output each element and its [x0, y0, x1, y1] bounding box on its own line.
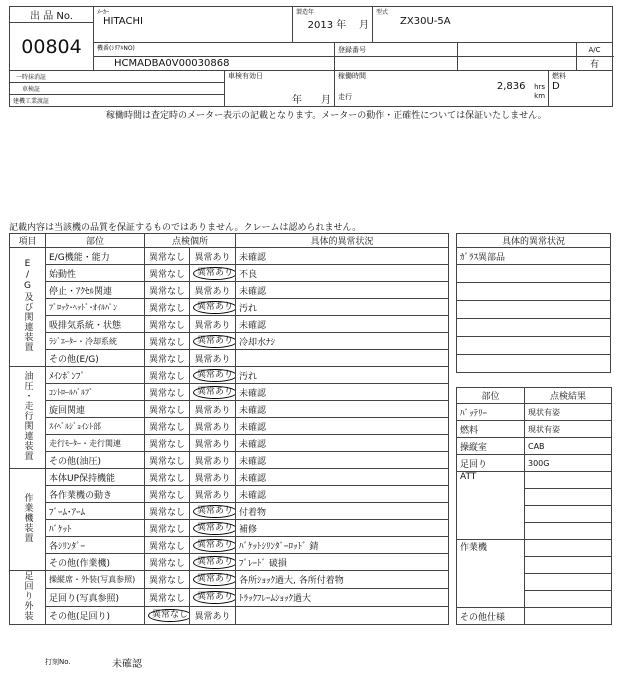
check-normal-label: 異常なし [148, 388, 185, 399]
row-part: 始動性 [46, 265, 145, 282]
expiry-year: 年 [291, 95, 302, 106]
row-part: ﾌﾞｰﾑ･ｱｰﾑ [46, 503, 145, 520]
expiry-label: 車検有効日 [228, 72, 263, 80]
result-part: ﾊﾞｯﾃﾘｰ [457, 404, 525, 421]
check-abnormal-label: 異常あり [193, 301, 236, 314]
table-row [457, 248, 611, 265]
check-normal-label: 異常なし [148, 456, 185, 467]
serial-label: 機番(ｼﾘｱﾙNO) [97, 45, 135, 52]
check-abnormal-label: 異常あり [193, 522, 236, 535]
serial-label-cell [94, 43, 335, 57]
check-abnormal [190, 469, 236, 486]
model-cell [373, 7, 613, 43]
other-label: その他仕様 [457, 608, 525, 625]
result-value: 現状有姿 [525, 404, 612, 421]
att-value-1 [525, 472, 612, 489]
right-detail-cell: ｶﾞﾗｽ異部品 [457, 248, 611, 265]
check-normal-label: 異常なし [148, 354, 185, 365]
check-abnormal-label: 異常あり [194, 473, 231, 484]
row-part: ﾊﾞｹｯﾄ [46, 520, 145, 537]
table-row [10, 435, 449, 452]
header-detail: 具体的異常状況 [236, 234, 449, 248]
table-row [10, 367, 449, 384]
check-normal-label: 異常なし [148, 541, 185, 552]
table-row [10, 401, 449, 418]
expiry-month: 月 [321, 95, 332, 106]
check-abnormal-label: 異常あり [193, 539, 236, 552]
km-unit: km [534, 92, 546, 100]
work-value-1 [525, 540, 612, 557]
check-normal [145, 503, 190, 520]
fuel-label: 燃料 [552, 72, 567, 80]
ac-value: 有 [577, 57, 613, 71]
check-normal-label: 異常なし [148, 286, 185, 297]
check-abnormal [190, 435, 236, 452]
header-part: 部位 [46, 234, 145, 248]
table-row [457, 455, 612, 472]
table-row [10, 589, 449, 607]
row-detail: 未確認 [236, 435, 449, 452]
row-detail: 各所ｼｮｯｸ過大, 各所付着物 [236, 571, 449, 589]
row-detail: 未確認 [236, 469, 449, 486]
check-normal [145, 316, 190, 333]
ac-label: A/C [577, 43, 613, 57]
model-value: ZX30U-5A [400, 16, 451, 27]
check-abnormal [190, 503, 236, 520]
table-row [10, 350, 449, 367]
check-abnormal [190, 554, 236, 571]
table-row [10, 503, 449, 520]
check-normal [145, 367, 190, 384]
row-detail: ﾌﾞﾚｰﾄﾞ 破損 [236, 554, 449, 571]
row-part: ｽｲﾍﾞﾙｼﾞｮｲﾝﾄ部 [46, 418, 145, 435]
inspection-table [9, 233, 449, 625]
check-normal-label: 異常なし [148, 371, 185, 382]
table-row [457, 301, 611, 319]
result-part: 操縦室 [457, 438, 525, 455]
row-detail: 不良 [236, 265, 449, 282]
check-abnormal [190, 589, 236, 607]
check-normal [145, 248, 190, 265]
check-normal [145, 520, 190, 537]
check-normal-label: 異常なし [148, 490, 185, 501]
check-abnormal-label: 異常あり [194, 320, 231, 331]
check-normal [145, 418, 190, 435]
check-normal-label: 異常なし [148, 473, 185, 484]
fuel-value: D [552, 81, 560, 92]
stamp-label: 打刻No. [45, 658, 71, 666]
row-detail [236, 350, 449, 367]
row-detail: 未確認 [236, 316, 449, 333]
row-part: その他(E/G) [46, 350, 145, 367]
hours-label: 稼働時間 [338, 72, 367, 80]
check-normal-label: 異常なし [148, 594, 185, 604]
lot-label: 出 品 No. [10, 7, 94, 23]
row-part: E/G機能・能力 [46, 248, 145, 265]
right-detail-header: 具体的異常状況 [457, 234, 611, 248]
att-value-4 [525, 523, 612, 540]
section-label [10, 469, 46, 571]
work-label: 作業機 [457, 540, 525, 608]
check-result-body [457, 404, 612, 472]
check-abnormal [190, 486, 236, 503]
row-part: ｺﾝﾄﾛｰﾙﾊﾞﾙﾌﾞ [46, 384, 145, 401]
table-row [457, 355, 611, 373]
section-label-text: 足回り外装 [22, 571, 33, 621]
check-abnormal [190, 401, 236, 418]
check-normal-label: 異常なし [148, 609, 190, 622]
att-value-2 [525, 489, 612, 506]
check-abnormal [190, 452, 236, 469]
row-detail: 未確認 [236, 418, 449, 435]
table-row [10, 520, 449, 537]
table-row [10, 333, 449, 350]
check-abnormal-label: 異常あり [194, 612, 231, 622]
maker-cell [94, 7, 293, 43]
maker-value: HITACHI [103, 16, 143, 27]
section-label-text: 油圧・走行関連装置 [22, 371, 33, 461]
section-label-text: 作業機装置 [22, 493, 33, 543]
table-row [10, 248, 449, 265]
right-detail-cell [457, 301, 611, 319]
check-abnormal-label: 異常あり [193, 335, 236, 348]
right-detail-cell [457, 283, 611, 301]
check-abnormal [190, 571, 236, 589]
table-row [10, 452, 449, 469]
hours-unit: hrs [534, 83, 546, 91]
row-part: その他(足回り) [46, 607, 145, 625]
year-label: 製造年 [296, 9, 315, 16]
right-detail-cell [457, 319, 611, 337]
row-part: 各ｼﾘﾝﾀﾞｰ [46, 537, 145, 554]
row-part: ﾌﾞﾛｯｸ･ﾍｯﾄﾞ･ｵｲﾙﾊﾟﾝ [46, 299, 145, 316]
result-part: 燃料 [457, 421, 525, 438]
check-abnormal [190, 520, 236, 537]
table-row [10, 299, 449, 316]
check-normal [145, 607, 190, 625]
row-detail: 未確認 [236, 452, 449, 469]
work-value-2 [525, 557, 612, 574]
row-detail: 汚れ [236, 367, 449, 384]
check-abnormal-label: 異常あり [194, 286, 231, 297]
check-normal-label: 異常なし [148, 303, 185, 314]
table-row [457, 337, 611, 355]
row-part: 走行ﾓｰﾀｰ・走行関連 [46, 435, 145, 452]
table-row [457, 404, 612, 421]
check-abnormal [190, 282, 236, 299]
check-normal-label: 異常なし [148, 269, 185, 280]
other-value [525, 608, 612, 625]
check-normal [145, 265, 190, 282]
table-row [457, 265, 611, 283]
row-detail: ﾄﾗｯｸﾌﾚｰﾑｼｮｯｸ過大 [236, 589, 449, 607]
row-detail [236, 607, 449, 625]
row-part: 足回り(写真参照) [46, 589, 145, 607]
check-abnormal [190, 350, 236, 367]
check-normal-label: 異常なし [148, 576, 185, 586]
serial-value: HCMADBA0V00030868 [94, 57, 335, 71]
work-value-3 [525, 574, 612, 591]
table-row [457, 421, 612, 438]
right-detail-cell [457, 355, 611, 373]
table-row [10, 316, 449, 333]
table-row [10, 282, 449, 299]
check-normal [145, 401, 190, 418]
right-detail-body [457, 248, 611, 373]
row-detail: 未確認 [236, 486, 449, 503]
section-label [10, 571, 46, 625]
check-result-table [456, 387, 612, 625]
check-normal [145, 452, 190, 469]
check-normal [145, 282, 190, 299]
check-normal [145, 469, 190, 486]
check-abnormal [190, 299, 236, 316]
header-note: 稼働時間は査定時のメーター表示の記載となります。メーターの動作・正確性については保証いたしません。 [106, 111, 547, 121]
table-row [10, 418, 449, 435]
temp-label: 一時抹消証 [10, 71, 225, 83]
check-abnormal-label: 異常あり [193, 556, 236, 569]
model-label: 型式 [376, 9, 389, 16]
year-month: 月 [359, 20, 370, 31]
check-abnormal [190, 316, 236, 333]
reg-value-3 [458, 57, 577, 71]
check-normal-label: 異常なし [148, 337, 185, 348]
inspection-body [10, 248, 449, 625]
check-normal-label: 異常なし [148, 405, 185, 416]
table-row [10, 554, 449, 571]
check-normal [145, 554, 190, 571]
check-abnormal [190, 333, 236, 350]
check-abnormal-label: 異常あり [194, 422, 231, 433]
check-normal-label: 異常なし [148, 422, 185, 433]
section-label-text: E/G及び関連装置 [22, 259, 33, 352]
check-normal [145, 589, 190, 607]
row-detail: 冷却水ﾅｼ [236, 333, 449, 350]
check-normal [145, 350, 190, 367]
row-part: その他(油圧) [46, 452, 145, 469]
header-check: 点検個所 [145, 234, 236, 248]
row-detail: 未確認 [236, 282, 449, 299]
disclaimer: 記載内容は当該機の品質を保証するものではありません。クレームは認められません。 [9, 223, 362, 233]
row-part: ﾗｼﾞｴｰﾀｰ・冷却系統 [46, 333, 145, 350]
check-abnormal-label: 異常あり [193, 591, 236, 604]
row-part: 吸排気系統・状態 [46, 316, 145, 333]
reg-label: 登録番号 [335, 43, 458, 57]
table-row [10, 469, 449, 486]
check-abnormal-label: 異常あり [194, 439, 231, 450]
check-normal [145, 333, 190, 350]
row-part: 各作業機の動き [46, 486, 145, 503]
check-abnormal-label: 異常あり [193, 267, 236, 280]
vehicle-info-table [9, 6, 613, 107]
row-part: ﾒｲﾝﾎﾟﾝﾌﾟ [46, 367, 145, 384]
right-detail-cell [457, 337, 611, 355]
check-abnormal-label: 異常あり [193, 369, 236, 382]
row-part: 操縦席・外装(写真参照) [46, 571, 145, 589]
hours-value: 2,836 [496, 81, 526, 92]
row-detail: 未確認 [236, 401, 449, 418]
check-normal [145, 299, 190, 316]
right-detail-cell [457, 265, 611, 283]
check-abnormal [190, 265, 236, 282]
inspection-cert-label: 車検証 [10, 83, 225, 95]
check-normal-label: 異常なし [148, 558, 185, 569]
check-normal-label: 異常なし [148, 252, 185, 263]
table-row [457, 283, 611, 301]
result-header-result: 点検結果 [525, 388, 612, 404]
check-abnormal-label: 異常あり [194, 456, 231, 467]
table-row [10, 265, 449, 282]
fuel-cell [549, 71, 613, 107]
table-row [10, 571, 449, 589]
check-abnormal-label: 異常あり [193, 386, 236, 399]
check-abnormal-label: 異常あり [193, 505, 236, 518]
row-part: 本体UP保持機能 [46, 469, 145, 486]
row-part: 停止・ｱｸｾﾙ関連 [46, 282, 145, 299]
result-value: CAB [525, 438, 612, 455]
row-detail: 汚れ [236, 299, 449, 316]
row-detail: ﾊﾞｹｯﾄｼﾘﾝﾀﾞｰﾛｯﾄﾞ 錆 [236, 537, 449, 554]
check-abnormal-label: 異常あり [194, 490, 231, 501]
check-normal [145, 486, 190, 503]
header-item: 項目 [10, 234, 46, 248]
row-detail: 補修 [236, 520, 449, 537]
machine-cert-label: 建機工業渡証 [10, 95, 225, 107]
check-abnormal-label: 異常あり [194, 354, 231, 365]
table-row [10, 607, 449, 625]
year-value: 2013 年 [307, 20, 347, 31]
expiry-cell [225, 71, 335, 107]
table-row [10, 537, 449, 554]
check-normal [145, 384, 190, 401]
table-row [457, 438, 612, 455]
row-part: 旋回関連 [46, 401, 145, 418]
result-header-part: 部位 [457, 388, 525, 404]
check-abnormal [190, 384, 236, 401]
check-normal-label: 異常なし [148, 439, 185, 450]
check-abnormal [190, 248, 236, 265]
result-value: 300G [525, 455, 612, 472]
result-part: 足回り [457, 455, 525, 472]
check-abnormal [190, 537, 236, 554]
row-detail: 未確認 [236, 384, 449, 401]
row-detail: 未確認 [236, 248, 449, 265]
stamp-value: 未確認 [112, 659, 142, 670]
check-abnormal-label: 異常あり [194, 405, 231, 416]
work-value-4 [525, 591, 612, 608]
section-label [10, 248, 46, 367]
check-normal [145, 537, 190, 554]
table-row [10, 384, 449, 401]
check-abnormal-label: 異常あり [193, 573, 236, 586]
row-detail: 付着物 [236, 503, 449, 520]
year-cell [293, 7, 373, 43]
lot-number: 00804 [10, 23, 94, 71]
result-value: 現状有姿 [525, 421, 612, 438]
row-part: その他(作業機) [46, 554, 145, 571]
reg-value [458, 43, 577, 57]
check-abnormal-label: 異常あり [194, 252, 231, 263]
table-row [457, 319, 611, 337]
right-detail-table [456, 233, 611, 373]
att-value-3 [525, 506, 612, 523]
check-normal-label: 異常なし [148, 320, 185, 331]
hours-cell [335, 71, 549, 107]
section-label [10, 367, 46, 469]
check-normal [145, 435, 190, 452]
check-normal [145, 571, 190, 589]
km-label: 走行 [338, 93, 353, 101]
check-abnormal [190, 607, 236, 625]
table-row [10, 486, 449, 503]
check-normal-label: 異常なし [148, 524, 185, 535]
check-abnormal [190, 418, 236, 435]
maker-label: ﾒｰｶｰ [97, 9, 110, 16]
att-label: ATT [457, 472, 525, 540]
check-normal-label: 異常なし [148, 507, 185, 518]
check-abnormal [190, 367, 236, 384]
reg-value-2 [335, 57, 458, 71]
